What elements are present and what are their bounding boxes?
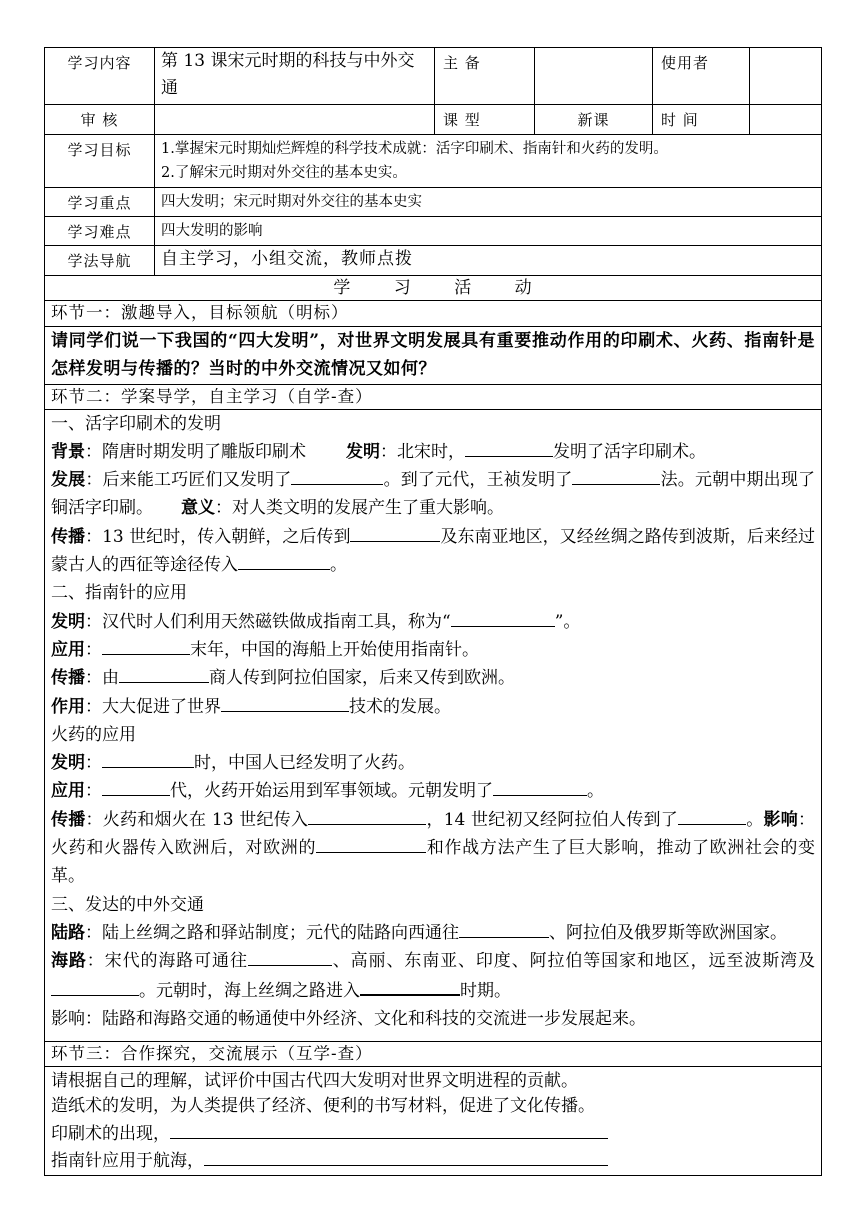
sea-text-2: 、高丽、东南亚、印度、阿拉伯等国家和地区，远至波斯湾及 <box>331 951 816 972</box>
step3-paper: 造纸术的发明，为人类提供了经济、便利的书写材料，促进了文化传播。 <box>51 1096 595 1117</box>
blank-sea-2[interactable] <box>51 977 139 996</box>
review-value[interactable] <box>155 105 435 135</box>
blank-compass-era[interactable] <box>102 636 190 655</box>
step3-question: 请根据自己的理解，试评价中国古代四大发明对世界文明进程的贡献。 <box>51 1070 578 1091</box>
compass-application <box>51 636 815 664</box>
step2-body <box>45 409 822 1041</box>
dev-text: ：后来能工巧匠们又发明了 <box>85 470 292 491</box>
c-spr-text: ：由 <box>85 668 119 689</box>
bg-label: 背景 <box>51 441 85 462</box>
preparer-value[interactable] <box>535 48 653 105</box>
type-label: 课 型 <box>435 105 535 135</box>
step2-body-row <box>45 409 822 1041</box>
dev-text-3: 法。元朝中期出现了铜活字印刷。 <box>51 470 816 519</box>
spr-text-2: 及东南亚地区，又经丝绸之路传到波斯，后来经过蒙古人的西征等途径传入 <box>51 526 816 576</box>
goals-row <box>45 135 822 188</box>
key-row <box>45 188 822 217</box>
blank-compass-name[interactable] <box>451 608 555 627</box>
section-compass-title: 二、指南针的应用 <box>51 583 187 604</box>
c-inv-text: ：汉代时人们利用天然磁铁做成指南工具，称为“ <box>85 611 451 632</box>
blank-sea-1[interactable] <box>248 947 332 966</box>
land-text: ：陆上丝绸之路和驿站制度；元代的陆路向西通往 <box>85 922 459 943</box>
worksheet <box>44 47 821 1176</box>
user-value[interactable] <box>750 48 822 105</box>
lesson-table <box>44 47 822 1176</box>
inv-text-end: 发明了活字印刷术。 <box>553 441 706 462</box>
gunpowder-spread <box>51 806 815 891</box>
step2-title: 环节二：学案导学，自主学习（自学-查） <box>45 384 822 409</box>
sea-text: ：宋代的海路可通往 <box>86 951 248 972</box>
header-row-review <box>45 105 822 135</box>
traffic-land <box>51 919 815 947</box>
blank-gunpowder-region[interactable] <box>678 806 746 825</box>
key-label: 学习重点 <box>45 188 155 217</box>
sea-text-4: 时期。 <box>460 980 511 1001</box>
header-row-content <box>45 48 822 105</box>
step3-title: 环节三：合作探究，交流展示（互学-查） <box>45 1041 822 1066</box>
blank-gunpowder-country[interactable] <box>308 806 426 825</box>
step1-title-row <box>45 301 822 327</box>
sea-text-3: 。元朝时，海上丝绸之路进入 <box>139 980 360 1001</box>
dev-label: 发展 <box>51 470 86 491</box>
section-traffic-title: 三、发达的中外交通 <box>51 894 204 915</box>
printing-background <box>51 438 815 466</box>
land-label: 陆路 <box>51 922 85 943</box>
lesson-title: 第 13 课宋元时期的科技与中外交通 <box>155 48 435 105</box>
time-value[interactable] <box>750 105 822 135</box>
gunpowder-invention <box>51 749 815 777</box>
blank-inventor[interactable] <box>465 438 553 457</box>
g-inf-label: 影响 <box>763 809 798 830</box>
g-inv-label: 发明 <box>51 753 85 774</box>
blank-compass-effect[interactable] <box>221 693 349 712</box>
c-eff-text-end: 技术的发展。 <box>349 696 451 717</box>
blank-spread-2[interactable] <box>238 551 330 570</box>
blank-spread-1[interactable] <box>350 523 440 542</box>
goal-item: 1.掌握宋元时期灿烂辉煌的科学技术成就：活字印刷术、指南针和火药的发明。 <box>161 141 668 157</box>
compass-spread <box>51 664 815 692</box>
step3-body-row <box>45 1066 822 1175</box>
printing-answer-line[interactable] <box>170 1120 608 1139</box>
c-app-text: ： <box>85 639 102 660</box>
review-label: 审 核 <box>45 105 155 135</box>
blank-gunpowder-era[interactable] <box>102 749 194 768</box>
c-inv-label: 发明 <box>51 611 85 632</box>
compass-answer-line[interactable] <box>204 1147 608 1166</box>
g-app-text-2: 代，火药开始运用到军事领域。元朝发明了 <box>170 781 493 802</box>
land-text-end: 、阿拉伯及俄罗斯等欧洲国家。 <box>549 922 787 943</box>
blank-development-1[interactable] <box>291 466 383 485</box>
c-app-label: 应用 <box>51 639 85 660</box>
c-spr-label: 传播 <box>51 668 85 689</box>
g-spr-label: 传播 <box>51 809 86 830</box>
sig-label: 意义 <box>181 498 215 519</box>
traffic-influence: 影响：陆路和海路交通的畅通使中外经济、文化和科技的交流进一步发展起来。 <box>51 1008 646 1029</box>
inv-text: ：北宋时， <box>380 441 465 462</box>
printing-spread <box>51 523 815 580</box>
sea-label: 海路 <box>51 951 87 972</box>
activity-title-row <box>45 276 822 301</box>
blank-sea-3[interactable] <box>360 976 460 996</box>
difficult-row <box>45 217 822 246</box>
step1-text: 请同学们说一下我国的“四大发明”，对世界文明发展具有重要推动作用的印刷术、火药、指南针是怎样发明与传播的？当时的中外交流情况又如何？ <box>45 327 822 385</box>
g-app-label: 应用 <box>51 781 85 802</box>
goal-label: 学习目标 <box>45 135 155 188</box>
step2-title-row <box>45 384 822 409</box>
spr-text: ：13 世纪时，传入朝鲜，之后传到 <box>85 526 351 547</box>
difficult-value: 四大发明的影响 <box>155 217 822 246</box>
c-inv-text-end: ”。 <box>554 611 581 632</box>
g-spr-text: ：火药和烟火在 13 世纪传入 <box>85 809 309 830</box>
key-value: 四大发明；宋元时期对外交往的基本史实 <box>155 188 822 217</box>
content-label: 学习内容 <box>45 48 155 105</box>
method-label: 学法导航 <box>45 246 155 276</box>
g-spr-text-3: 。 <box>746 809 764 830</box>
activity-title: 学 习 活 动 <box>45 276 822 301</box>
c-spr-text-end: 商人传到阿拉伯国家，后来又传到欧洲。 <box>209 668 515 689</box>
blank-gunpowder-weapon[interactable] <box>493 777 587 796</box>
step3-printing-line <box>51 1120 815 1148</box>
inv-label: 发明 <box>346 441 380 462</box>
goal-item: 2.了解宋元时期对外交往的基本史实。 <box>161 165 407 181</box>
printing-prompt: 印刷术的出现， <box>51 1123 170 1144</box>
spr-label: 传播 <box>51 526 86 547</box>
blank-compass-merchants[interactable] <box>119 664 209 683</box>
g-app-text-3: 。 <box>587 781 604 802</box>
c-eff-label: 作用 <box>51 696 85 717</box>
blank-gunpowder-dynasty[interactable] <box>102 777 170 796</box>
dev-text-2: 。到了元代，王祯发明了 <box>383 470 573 491</box>
gunpowder-application <box>51 777 815 805</box>
blank-land-route[interactable] <box>459 919 549 938</box>
g-inv-text: ： <box>85 753 102 774</box>
step3-compass-line <box>51 1147 815 1175</box>
compass-prompt: 指南针应用于航海， <box>51 1151 204 1172</box>
method-row <box>45 246 822 276</box>
step3-body <box>45 1066 822 1175</box>
difficult-label: 学习难点 <box>45 217 155 246</box>
blank-development-2[interactable] <box>572 466 660 485</box>
spr-text-3: 。 <box>330 555 347 576</box>
type-value: 新课 <box>535 105 653 135</box>
compass-invention <box>51 608 815 636</box>
step1-body-row <box>45 327 822 385</box>
g-inv-text-end: 时，中国人已经发明了火药。 <box>194 753 415 774</box>
goals-cell <box>155 135 822 188</box>
section-gunpowder-title: 火药的应用 <box>51 724 136 745</box>
blank-gunpowder-influence[interactable] <box>316 834 426 853</box>
g-app-text: ： <box>85 781 102 802</box>
c-eff-text: ：大大促进了世界 <box>85 696 221 717</box>
method-value: 自主学习，小组交流，教师点拨 <box>155 246 822 276</box>
g-spr-text-2: ，14 世纪初又经阿拉伯人传到了 <box>426 809 678 830</box>
bg-text: ：隋唐时期发明了雕版印刷术 <box>85 441 306 462</box>
sig-text: ：对人类文明的发展产生了重大影响。 <box>215 498 504 519</box>
g-inf-text: ：火药和火器传入欧洲后，对欧洲的 <box>51 809 815 859</box>
preparer-label: 主 备 <box>435 48 535 105</box>
printing-development <box>51 466 815 523</box>
g-inf-text-end: 和作战方法产生了巨大影响，推动了欧洲社会的变革。 <box>51 838 816 887</box>
step1-title: 环节一：激趣导入，目标领航（明标） <box>45 301 822 327</box>
compass-effect <box>51 693 815 721</box>
section-printing-title: 一、活字印刷术的发明 <box>51 413 221 434</box>
step3-title-row <box>45 1041 822 1066</box>
c-app-text-end: 末年，中国的海船上开始使用指南针。 <box>190 639 479 660</box>
time-label: 时 间 <box>653 105 750 135</box>
user-label: 使用者 <box>653 48 750 105</box>
traffic-sea <box>51 947 815 1005</box>
